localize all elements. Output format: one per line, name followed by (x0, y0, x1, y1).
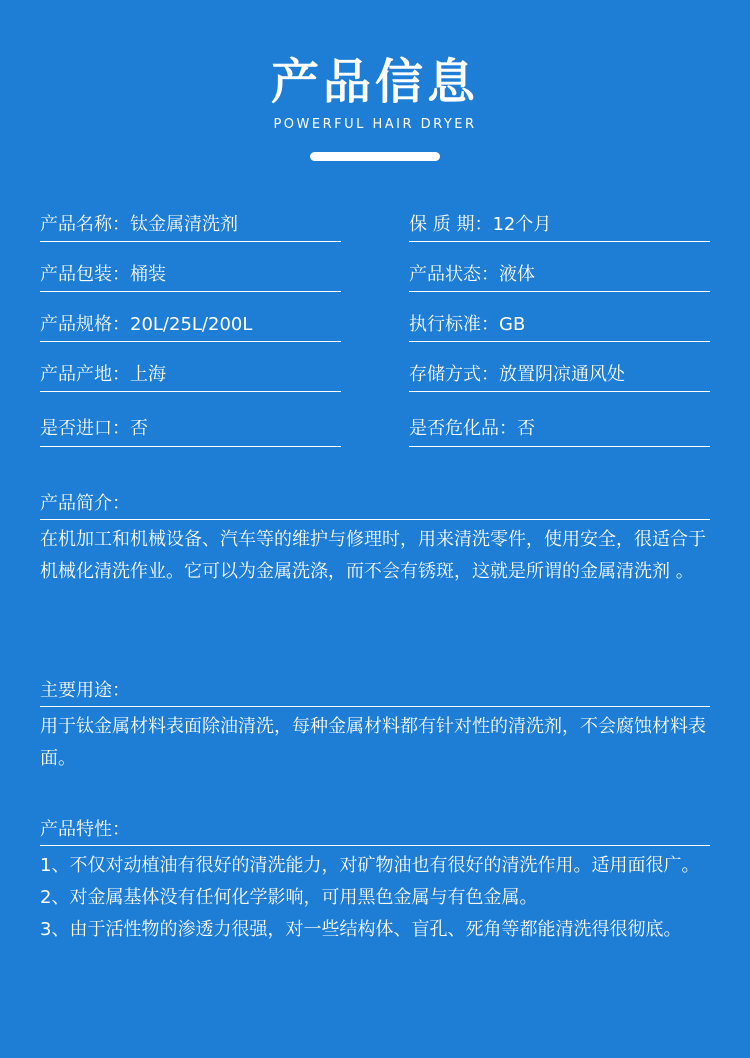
spec-value: 液体 (499, 264, 535, 285)
spec-value: 上海 (130, 364, 166, 385)
section-text (40, 520, 710, 588)
page-title: 产品信息 (270, 54, 479, 110)
spec-label: 产品状态： (409, 264, 499, 285)
spec-item-product-name (40, 206, 341, 242)
spec-row (40, 256, 710, 306)
spec-item-state (409, 256, 710, 292)
section-heading: 产品特性： (40, 812, 710, 846)
section-heading: 产品简介： (40, 486, 710, 520)
spec-value: 钛金属清洗剂 (130, 214, 238, 235)
page-subtitle: POWERFUL HAIR DRYER (273, 117, 477, 132)
spec-item-storage (409, 356, 710, 392)
spec-row (40, 406, 710, 456)
spec-item-standard (409, 306, 710, 342)
feature-item: 1、不仅对动植油有很好的清洗能力，对矿物油也有很好的清洗作用。适用面很广。 (40, 855, 700, 876)
section-text (40, 846, 710, 946)
feature-item: 3、由于活性物的渗透力很强，对一些结构体、盲孔、死角等都能清洗得很彻底。 (40, 919, 682, 940)
spec-label: 执行标准： (409, 314, 499, 335)
spec-row (40, 206, 710, 256)
spec-item-shelf-life (409, 206, 710, 242)
spec-label: 是否进口： (40, 418, 130, 439)
spec-value: GB (499, 314, 526, 335)
spec-row (40, 356, 710, 406)
spec-label: 产品名称： (40, 214, 130, 235)
spec-row (40, 306, 710, 356)
spec-item-imported (40, 406, 341, 447)
page-header (0, 52, 750, 161)
spec-item-size (40, 306, 341, 342)
spec-label: 产品产地： (40, 364, 130, 385)
spec-value: 20L/25L/200L (130, 314, 253, 335)
spec-value: 否 (517, 418, 535, 439)
section-intro (40, 486, 710, 588)
intro-paragraph: 在机加工和机械设备、汽车等的维护与修理时，用来清洗零件，使用安全，很适合于机械化清洗作业。它可以为金属洗涤，而不会有锈斑，这就是所谓的金属清洗剂 。 (40, 529, 706, 582)
section-heading: 主要用途： (40, 673, 710, 707)
spec-item-origin (40, 356, 341, 392)
usage-paragraph: 用于钛金属材料表面除油清洗，每种金属材料都有针对性的清洗剂，不会腐蚀材料表面。 (40, 716, 706, 769)
spec-value: 12个月 (492, 214, 552, 235)
spec-value: 放置阴凉通风处 (499, 364, 625, 385)
section-features (40, 812, 710, 946)
title-underline-bar (310, 152, 440, 161)
spec-label: 保 质 期： (409, 214, 493, 235)
spec-grid (40, 206, 710, 456)
spec-label: 产品包装： (40, 264, 130, 285)
feature-item: 2、对金属基体没有任何化学影响，可用黑色金属与有色金属。 (40, 887, 538, 908)
spec-label: 是否危化品： (409, 418, 517, 439)
spec-label: 产品规格： (40, 314, 130, 335)
section-text (40, 707, 710, 775)
spec-value: 否 (130, 418, 148, 439)
section-usage (40, 673, 710, 775)
spec-item-hazardous (409, 406, 710, 447)
spec-item-packaging (40, 256, 341, 292)
spec-value: 桶装 (130, 264, 166, 285)
spec-label: 存储方式： (409, 364, 499, 385)
